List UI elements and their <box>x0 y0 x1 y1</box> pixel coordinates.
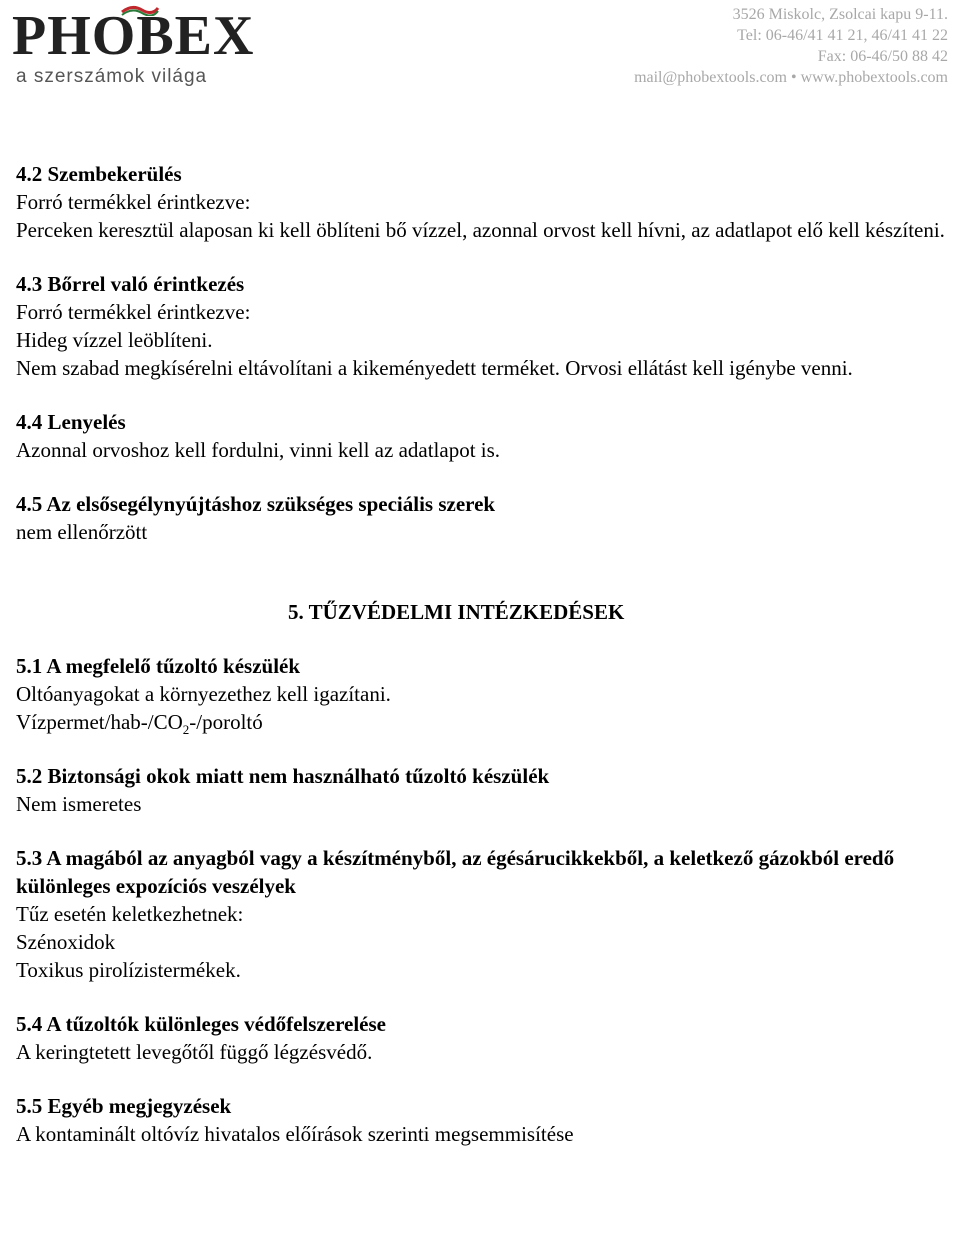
contact-block <box>634 4 948 88</box>
extinguisher-types-post: -/poroltó <box>189 710 263 734</box>
contact-web[interactable]: mail@phobextools.com • www.phobextools.com <box>634 69 948 86</box>
section-5-3-line3: Toxikus pirolízistermékek. <box>16 958 241 982</box>
contact-address: 3526 Miskolc, Zsolcai kapu 9-11. <box>732 6 948 23</box>
section-5-1-line1: Oltóanyagokat a környezethez kell igazítani. <box>16 682 391 706</box>
company-logo <box>12 4 255 90</box>
section-5-4-title: 5.4 A tűzoltók különleges védőfelszerelése <box>16 1012 386 1036</box>
section-5-5-title: 5.5 Egyéb megjegyzések <box>16 1094 232 1118</box>
section-4-5-title: 4.5 Az elsősegélynyújtáshoz szükséges speciális szerek <box>16 492 496 516</box>
section-5-3-title: 5.3 A magából az anyagból vagy a készítményből, az égésárucikkekből, a keletkező gázokból eredő különleges expozíciós veszélyek <box>16 846 895 898</box>
section-4-3-line1: Forró termékkel érintkezve: <box>16 300 251 324</box>
section-5-1-line2 <box>16 708 946 736</box>
section-5-2-line1: Nem ismeretes <box>16 792 142 816</box>
section-4-4-line1: Azonnal orvoshoz kell fordulni, vinni kell az adatlapot is. <box>16 438 501 462</box>
extinguisher-types-pre: Vízpermet/hab-/CO <box>16 710 183 734</box>
section-4-5-line1: nem ellenőrzött <box>16 520 148 544</box>
contact-tel: Tel: 06-46/41 41 21, 46/41 41 22 <box>737 27 948 44</box>
logo-tagline: a szerszámok világa <box>16 66 208 87</box>
section-5-5-line1: A kontaminált oltóvíz hivatalos előírások szerinti megsemmisítése <box>16 1122 574 1146</box>
section-4-3-line2: Hideg vízzel leöblíteni. <box>16 328 213 352</box>
chapter-5-title: 5. TŰZVÉDELMI INTÉZKEDÉSEK <box>288 600 625 624</box>
section-5-3-line2: Szénoxidok <box>16 930 116 954</box>
section-5-2-title: 5.2 Biztonsági okok miatt nem használható tűzoltó készülék <box>16 764 550 788</box>
section-5-3-line1: Tűz esetén keletkezhetnek: <box>16 902 244 926</box>
section-5-1-title: 5.1 A megfelelő tűzoltó készülék <box>16 654 301 678</box>
logo-wordmark: PHOBEX <box>12 5 255 67</box>
section-4-4-title: 4.4 Lenyelés <box>16 410 126 434</box>
co2-subscript: 2 <box>182 722 190 738</box>
section-4-2-line2: Perceken keresztül alaposan ki kell öblíteni bő vízzel, azonnal orvost kell hívni, az adatlapot elő kell készíteni. <box>16 218 945 242</box>
section-5-4-line1: A keringtetett levegőtől függő légzésvédő. <box>16 1040 373 1064</box>
section-4-2-title: 4.2 Szembekerülés <box>16 162 182 186</box>
section-4-3-title: 4.3 Bőrrel való érintkezés <box>16 272 245 296</box>
document-body <box>16 160 946 1148</box>
section-4-2-line1: Forró termékkel érintkezve: <box>16 190 251 214</box>
section-4-3-line3: Nem szabad megkísérelni eltávolítani a kikeményedett terméket. Orvosi ellátást kell igénybe venni. <box>16 356 853 380</box>
contact-fax: Fax: 06-46/50 88 42 <box>817 48 948 65</box>
